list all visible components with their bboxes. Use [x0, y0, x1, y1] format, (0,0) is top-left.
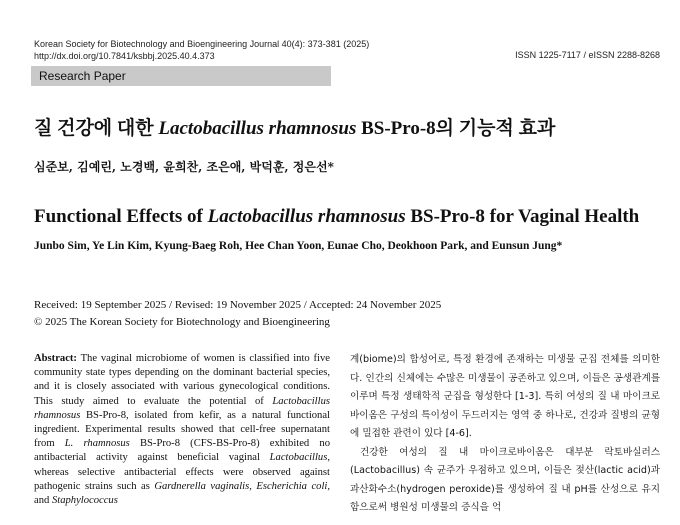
section-band	[31, 66, 331, 86]
korean-authors: 심준보, 김예린, 노경백, 윤희찬, 조은애, 박덕훈, 정은선*	[34, 160, 334, 174]
abstract-text-2: BS-Pro-8, isolated from kefir, as a natural functional ingredient. Experimental results showed that cell-free supernatant from	[34, 409, 330, 450]
section-label: Research Paper	[39, 69, 126, 83]
abstract-species-3: Lactobacillus	[269, 452, 328, 464]
abstract-text-1: The vaginal microbiome of women is classified into five community state types depending on the dominant bacterial species, and it is closely associated with various gynecological conditions. This study aimed to evaluate the potential of	[34, 353, 330, 407]
abstract-label: Abstract:	[34, 353, 77, 364]
journal-header	[34, 38, 369, 62]
english-title-post: BS-Pro-8 for Vaginal Health	[405, 206, 640, 227]
doi-link[interactable]: http://dx.doi.org/10.7841/ksbbj.2025.40.4.373	[34, 51, 215, 61]
korean-title	[34, 113, 555, 140]
body-column	[350, 351, 660, 518]
korean-title-pre: 질 건강에 대한	[34, 118, 159, 139]
body-paragraph-1: 계(biome)의 합성어로, 특정 환경에 존재하는 미생물 군집 전체를 의미한다. 인간의 신체에는 수많은 미생물이 공존하고 있으며, 이들은 공생관계를 이루며 특정 생태학적 군집을 형성한다 [1-3]. 특히 여성의 질 내 마이크로바이옴은 구성의 특이성이 두드러지는 영역 중 하나로, 건강과 질병의 균형에 밀접한 관련이 있다 [4-6].	[350, 354, 660, 439]
abstract-text-3: BS-Pro-8 (CFS-BS-Pro-8) exhibited no antibacterial activity against beneficial vaginal	[34, 438, 330, 464]
abstract-species-2: L. rhamnosus	[64, 438, 130, 450]
abstract-species-1: Lactobacillus rhamnosus	[34, 395, 330, 421]
body-paragraph-2: 건강한 여성의 질 내 마이크로바이옴은 대부분 락토바실러스(Lactobacillus) 속 균주가 우점하고 있으며, 이들은 젖산(lactic acid)과 과산화수소(hydrogen peroxide)를 생성하여 질 내 pH를 산성으로 유지함으로써 병원성 미생물의 증식을 억	[350, 446, 660, 513]
abstract-species-4: Gardnerella vaginalis, Escherichia coli,	[154, 480, 330, 492]
abstract-species-5: Staphylococcus	[51, 495, 118, 507]
dates-block	[34, 297, 441, 331]
english-title-species: Lactobacillus rhamnosus	[207, 206, 406, 227]
korean-title-post: BS-Pro-8의 기능적 효과	[356, 118, 556, 139]
english-authors: Junbo Sim, Ye Lin Kim, Kyung-Baeg Roh, Hee Chan Yoon, Eunae Cho, Deokhoon Park, and Eunsun Jung*	[34, 240, 563, 252]
english-title	[34, 206, 639, 228]
issn-label: ISSN 1225-7117 / eISSN 2288-8268	[515, 50, 660, 60]
korean-title-species: Lactobacillus rhamnosus	[158, 118, 357, 139]
abstract	[34, 352, 330, 508]
abstract-text-5: and	[34, 495, 52, 507]
abstract-text-4: , whereas selective antibacterial effects were observed against pathogenic strains such as	[34, 452, 330, 492]
english-title-pre: Functional Effects of	[34, 206, 208, 227]
received-dates: Received: 19 September 2025 / Revised: 19 November 2025 / Accepted: 24 November 2025	[34, 299, 442, 311]
copyright-notice: © 2025 The Korean Society for Biotechnology and Bioengineering	[34, 316, 330, 328]
journal-citation: Korean Society for Biotechnology and Bioengineering Journal 40(4): 373-381 (2025)	[34, 39, 370, 49]
